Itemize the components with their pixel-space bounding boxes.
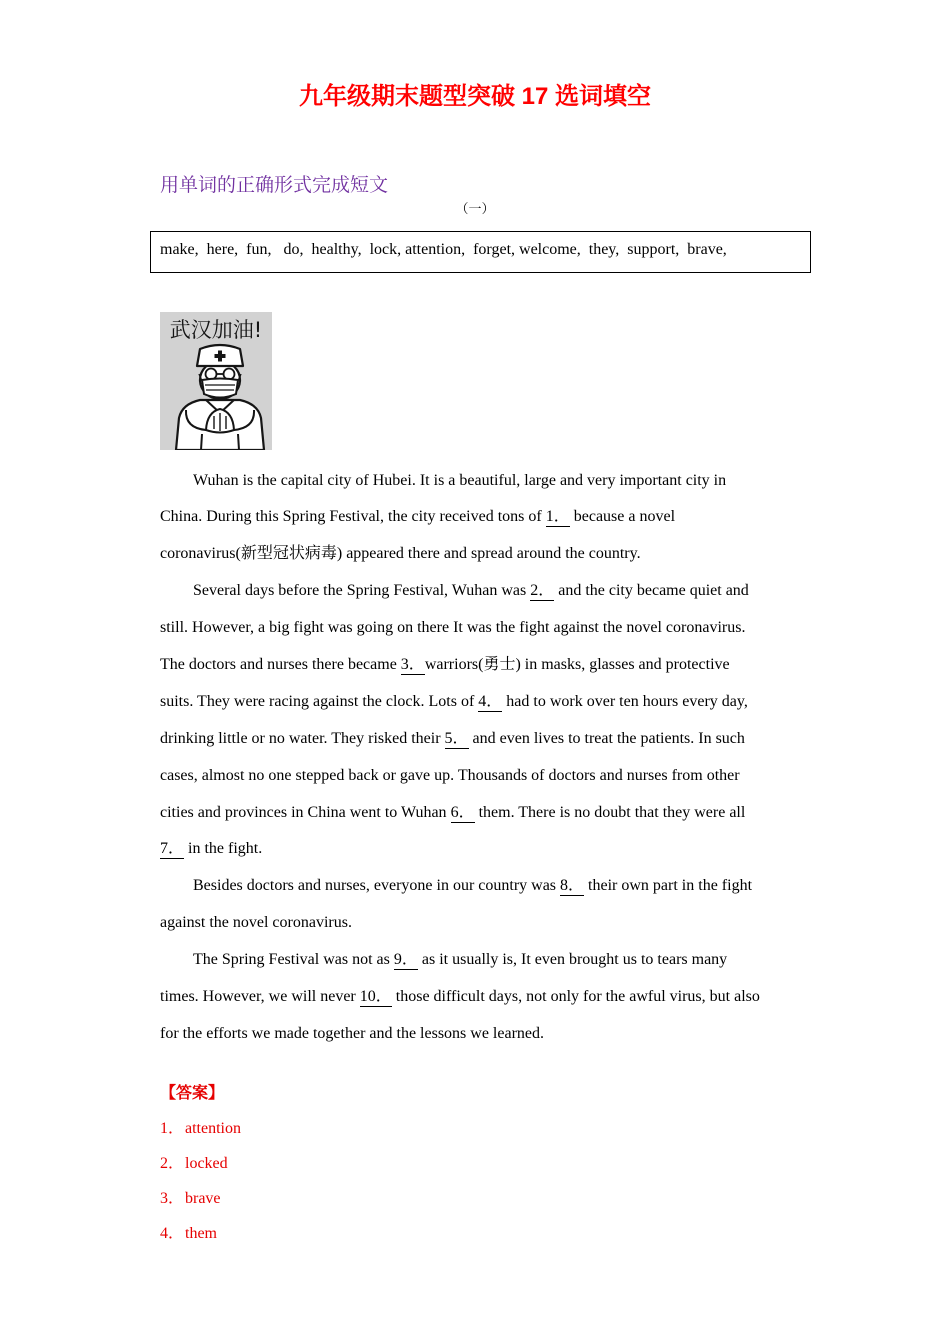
passage-text: The doctors and nurses there became xyxy=(160,655,401,673)
passage-text: still. However, a big fight was going on there It was the fight against the novel coronavirus. xyxy=(160,619,746,637)
answer-item xyxy=(160,1146,241,1181)
answer-word: attention xyxy=(185,1120,241,1137)
blank-5: 5． xyxy=(444,729,469,747)
blank-6: 6． xyxy=(450,803,475,821)
passage-text: The Spring Festival was not as xyxy=(193,951,394,969)
blank-3: 3． xyxy=(400,655,425,673)
passage-text: them. There is no doubt that they were all xyxy=(474,803,746,821)
paragraph xyxy=(160,463,800,574)
passage-text: against the novel coronavirus. xyxy=(160,914,352,932)
word-bank-text: make, here, fun, do, healthy, lock, attention, forget, welcome, they, support, brave, xyxy=(160,241,727,258)
answers-section xyxy=(160,1076,241,1251)
page-title: 九年级期末题型突破 17 选词填空 xyxy=(298,83,652,110)
passage-line xyxy=(160,536,800,573)
passage-line xyxy=(160,831,800,868)
answer-number: 1． xyxy=(160,1120,185,1137)
illustration-caption: 武汉加油! xyxy=(169,318,263,342)
passage-text: and even lives to treat the patients. In such xyxy=(468,729,745,747)
face-mask xyxy=(202,379,238,398)
answer-item xyxy=(160,1181,241,1216)
passage-line xyxy=(160,721,800,758)
passage-text: suits. They were racing against the clock. Lots of xyxy=(160,692,479,710)
passage-text: because a novel xyxy=(569,508,676,526)
paragraph xyxy=(160,573,800,868)
section-heading: 用单词的正确形式完成短文 xyxy=(160,175,389,196)
passage-line xyxy=(160,1016,800,1053)
passage-text: cities and provinces in China went to Wuhan xyxy=(160,803,451,821)
answer-word: them xyxy=(185,1225,217,1242)
part-label: （一） xyxy=(455,201,495,216)
passage-line xyxy=(160,868,800,905)
answer-word: locked xyxy=(185,1155,228,1172)
passage-text: coronavirus(新型冠状病毒) appeared there and spread around the country. xyxy=(160,545,641,563)
blank-10: 10． xyxy=(359,987,392,1005)
passage-line xyxy=(160,573,800,610)
passage-text: cases, almost no one stepped back or gave up. Thousands of doctors and nurses from other xyxy=(160,766,740,784)
blank-2: 2． xyxy=(530,582,555,600)
passage-line xyxy=(160,905,800,942)
answer-item xyxy=(160,1216,241,1251)
passage-text: those difficult days, not only for the awful virus, but also xyxy=(391,987,760,1005)
passage-text: as it usually is, It even brought us to tears many xyxy=(417,951,728,969)
blank-4: 4． xyxy=(478,692,503,710)
answer-word: brave xyxy=(185,1190,221,1207)
nurse-illustration xyxy=(160,312,272,450)
passage-text: and the city became quiet and xyxy=(554,582,749,600)
answer-number: 3． xyxy=(160,1190,185,1207)
blank-1: 1． xyxy=(545,508,570,526)
passage-text: China. During this Spring Festival, the city received tons of xyxy=(160,508,546,526)
paragraph xyxy=(160,868,800,942)
passage-text: times. However, we will never xyxy=(160,987,360,1005)
passage-text: had to work over ten hours every day, xyxy=(502,692,748,710)
passage-line xyxy=(160,758,800,795)
passage-line xyxy=(160,499,800,536)
passage-text: their own part in the fight xyxy=(584,877,753,895)
blank-9: 9． xyxy=(393,951,418,969)
passage-line xyxy=(160,795,800,832)
passage-text: for the efforts we made together and the lessons we learned. xyxy=(160,1024,545,1042)
passage-line xyxy=(160,942,800,979)
word-bank-box xyxy=(150,231,811,273)
passage-text: in the fight. xyxy=(184,840,263,858)
passage-line xyxy=(160,979,800,1016)
answer-item xyxy=(160,1111,241,1146)
passage-line xyxy=(160,610,800,647)
passage-line xyxy=(160,647,800,684)
blank-7: 7． xyxy=(160,840,185,858)
answer-number: 2． xyxy=(160,1155,185,1172)
passage-text: drinking little or no water. They risked their xyxy=(160,729,445,747)
passage-text: Several days before the Spring Festival, Wuhan was xyxy=(193,582,531,600)
passage-text: Wuhan is the capital city of Hubei. It is a beautiful, large and very important city in xyxy=(193,471,727,489)
answers-heading: 【答案】 xyxy=(160,1085,225,1102)
blank-8: 8． xyxy=(560,877,585,895)
passage-text: warriors(勇士) in masks, glasses and protective xyxy=(424,655,730,673)
answer-number: 4． xyxy=(160,1225,185,1242)
passage-line xyxy=(160,463,800,500)
passage xyxy=(160,463,800,1053)
passage-text: Besides doctors and nurses, everyone in our country was xyxy=(193,877,561,895)
paragraph xyxy=(160,942,800,1053)
passage-line xyxy=(160,684,800,721)
